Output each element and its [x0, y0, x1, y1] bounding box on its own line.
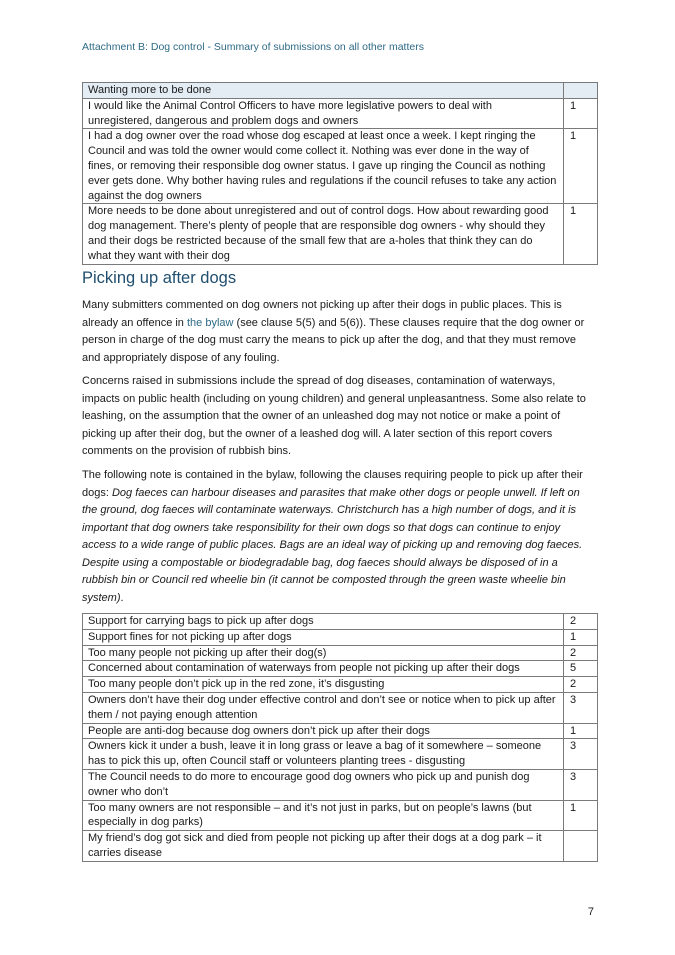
row-count: 2 [564, 677, 598, 693]
table-row [83, 204, 598, 264]
table-row [83, 629, 598, 645]
section-heading: Picking up after dogs [82, 269, 237, 287]
table-row [83, 661, 598, 677]
table-row [83, 800, 598, 831]
table-row [83, 723, 598, 739]
row-text: People are anti-dog because dog owners don’t pick up after their dogs [83, 723, 564, 739]
row-text: Too many people not picking up after their dog(s) [83, 645, 564, 661]
row-count [564, 831, 598, 862]
row-count: 1 [564, 800, 598, 831]
row-count: 3 [564, 769, 598, 800]
row-count: 1 [564, 723, 598, 739]
row-text: Too many people don’t pick up in the red zone, it’s disgusting [83, 677, 564, 693]
table-row [83, 769, 598, 800]
table-row [83, 98, 598, 129]
table-row [83, 645, 598, 661]
row-count: 2 [564, 645, 598, 661]
wanting-more-table [82, 82, 598, 265]
row-text: My friend’s dog got sick and died from people not picking up after their dogs at a dog park – it carries disease [83, 831, 564, 862]
table-row [83, 614, 598, 630]
row-count: 2 [564, 614, 598, 630]
table-heading: Wanting more to be done [83, 83, 564, 99]
paragraph-text: Many submitters commented on dog owners not picking up after their dogs in public places. This is already an offence in [82, 299, 562, 329]
paragraph-text: (see clause 5(5) and 5(6)). These clauses require that the dog owner or person in charge of the dog must carry the means to pick up after the dog, and that they must remove and appropriately dispose of any fouling. [82, 316, 585, 364]
row-count: 5 [564, 661, 598, 677]
row-count: 1 [564, 129, 598, 204]
row-text: Owners don’t have their dog under effective control and don’t see or notice when to pick up after them / not paying enough attention [83, 692, 564, 723]
table-header-row [83, 83, 598, 99]
row-text: More needs to be done about unregistered and out of control dogs. How about rewarding good dog management. There’s plenty of people that are responsible dog owners - why should they and their dogs be restricted because of the small few that are a-holes that think they can do what they want with their dog [83, 204, 564, 264]
picking-up-table [82, 613, 598, 862]
row-text: I would like the Animal Control Officers to have more legislative powers to deal with unregistered, dangerous and problem dogs and owners [83, 98, 564, 129]
row-text: Support fines for not picking up after dogs [83, 629, 564, 645]
bylaw-link[interactable]: the bylaw [186, 316, 234, 329]
table-row [83, 677, 598, 693]
paragraph-end: . [120, 591, 124, 604]
row-count: 1 [564, 98, 598, 129]
row-text: I had a dog owner over the road whose dog escaped at least once a week. I kept ringing the Council and was told the owner would come collect it. Nothing was ever done in the way of fines, or removing their responsible dog owner status. I gave up ringing the Council as nothing ever gets done. Why bother having rules and regulations if the council refuses to take any action against the dog owners [83, 129, 564, 204]
row-text: The Council needs to do more to encourage good dog owners who pick up and punish dog owner who don’t [83, 769, 564, 800]
row-count: 3 [564, 692, 598, 723]
paragraph-text: The following note is contained in the bylaw, following the clauses requiring people to pick up after their dogs: [82, 469, 583, 499]
paragraph: Concerns raised in submissions include the spread of dog diseases, contamination of waterways, impacts on public health (including on young children) and general unpleasantness. Some also relate to leashing, on the assumption that the owner of an unleashed dog may not notice or make a point of picking up after their dog, but the owner of a leashed dog will. A later section of this report covers comments on the provision of rubbish bins. [82, 375, 586, 457]
page-header: Attachment B: Dog control - Summary of submissions on all other matters [82, 41, 424, 53]
table-row [83, 739, 598, 770]
row-text: Concerned about contamination of waterways from people not picking up after their dogs [83, 661, 564, 677]
table-row [83, 129, 598, 204]
row-text: Owners kick it under a bush, leave it in long grass or leave a bag of it somewhere – someone has to pick this up, often Council staff or volunteers planting trees - disgusting [83, 739, 564, 770]
row-text: Support for carrying bags to pick up after dogs [83, 614, 564, 630]
page-number: 7 [587, 906, 594, 918]
row-count: 1 [564, 204, 598, 264]
table-row [83, 692, 598, 723]
table-row [83, 831, 598, 862]
bylaw-quote: Dog faeces can harbour diseases and parasites that make other dogs or people unwell. If left on the ground, dog faeces will contaminate waterways. Christchurch has a high number of dogs, and it is important that dog owners take responsibility for their own dogs so that dogs can continue to enjoy access to a wide range of public places. Bags are an ideal way of picking up and removing dog faeces. Despite using a compostable or biodegradable bag, dog faeces should always be disposed of in a rubbish bin or Council red wheelie bin (it cannot be composted through the green waste wheelie bin system) [82, 486, 583, 604]
row-count: 1 [564, 629, 598, 645]
row-count: 3 [564, 739, 598, 770]
paragraph [82, 467, 594, 607]
row-text: Too many owners are not responsible – and it’s not just in parks, but on people’s lawns (but especially in dog parks) [83, 800, 564, 831]
table-heading-count [564, 83, 598, 99]
paragraph [82, 297, 594, 367]
